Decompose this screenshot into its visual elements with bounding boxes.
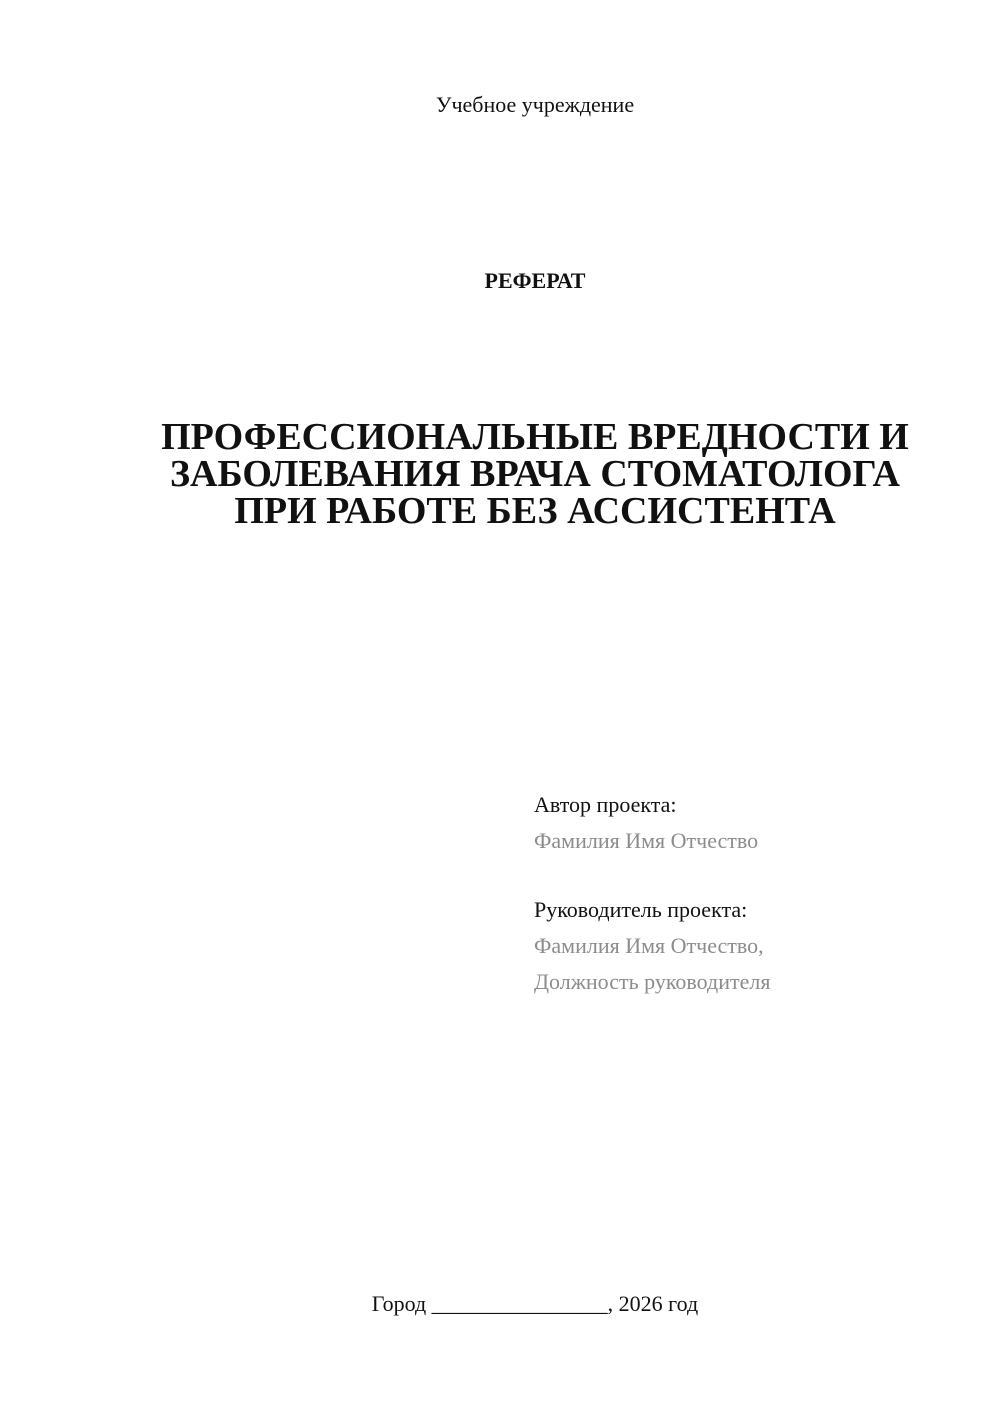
document-title [120,416,950,532]
institution-name: Учебное учреждение [435,92,635,117]
supervisor-name: Фамилия Имя Отчество, [534,933,764,958]
city-label: Город [371,1291,427,1316]
author-label: Автор проекта: [534,792,677,817]
title-line: ПРОФЕССИОНАЛЬНЫЕ ВРЕДНОСТИ И [161,416,909,458]
supervisor-position: Должность руководителя [534,969,771,994]
spacer [534,859,974,892]
city-blank: ________________ [431,1291,608,1316]
document-type: РЕФЕРАТ [484,268,586,293]
city-year-line [0,1289,1000,1319]
author-name: Фамилия Имя Отчество [534,828,759,853]
title-line: ПРИ РАБОТЕ БЕЗ АССИСТЕНТА [234,490,836,532]
year-text: , 2026 год [607,1291,699,1316]
title-line: ЗАБОЛЕВАНИЯ ВРАЧА СТОМАТОЛОГА [169,453,900,495]
authors-block [534,787,974,1000]
supervisor-label: Руководитель проекта: [534,897,748,922]
